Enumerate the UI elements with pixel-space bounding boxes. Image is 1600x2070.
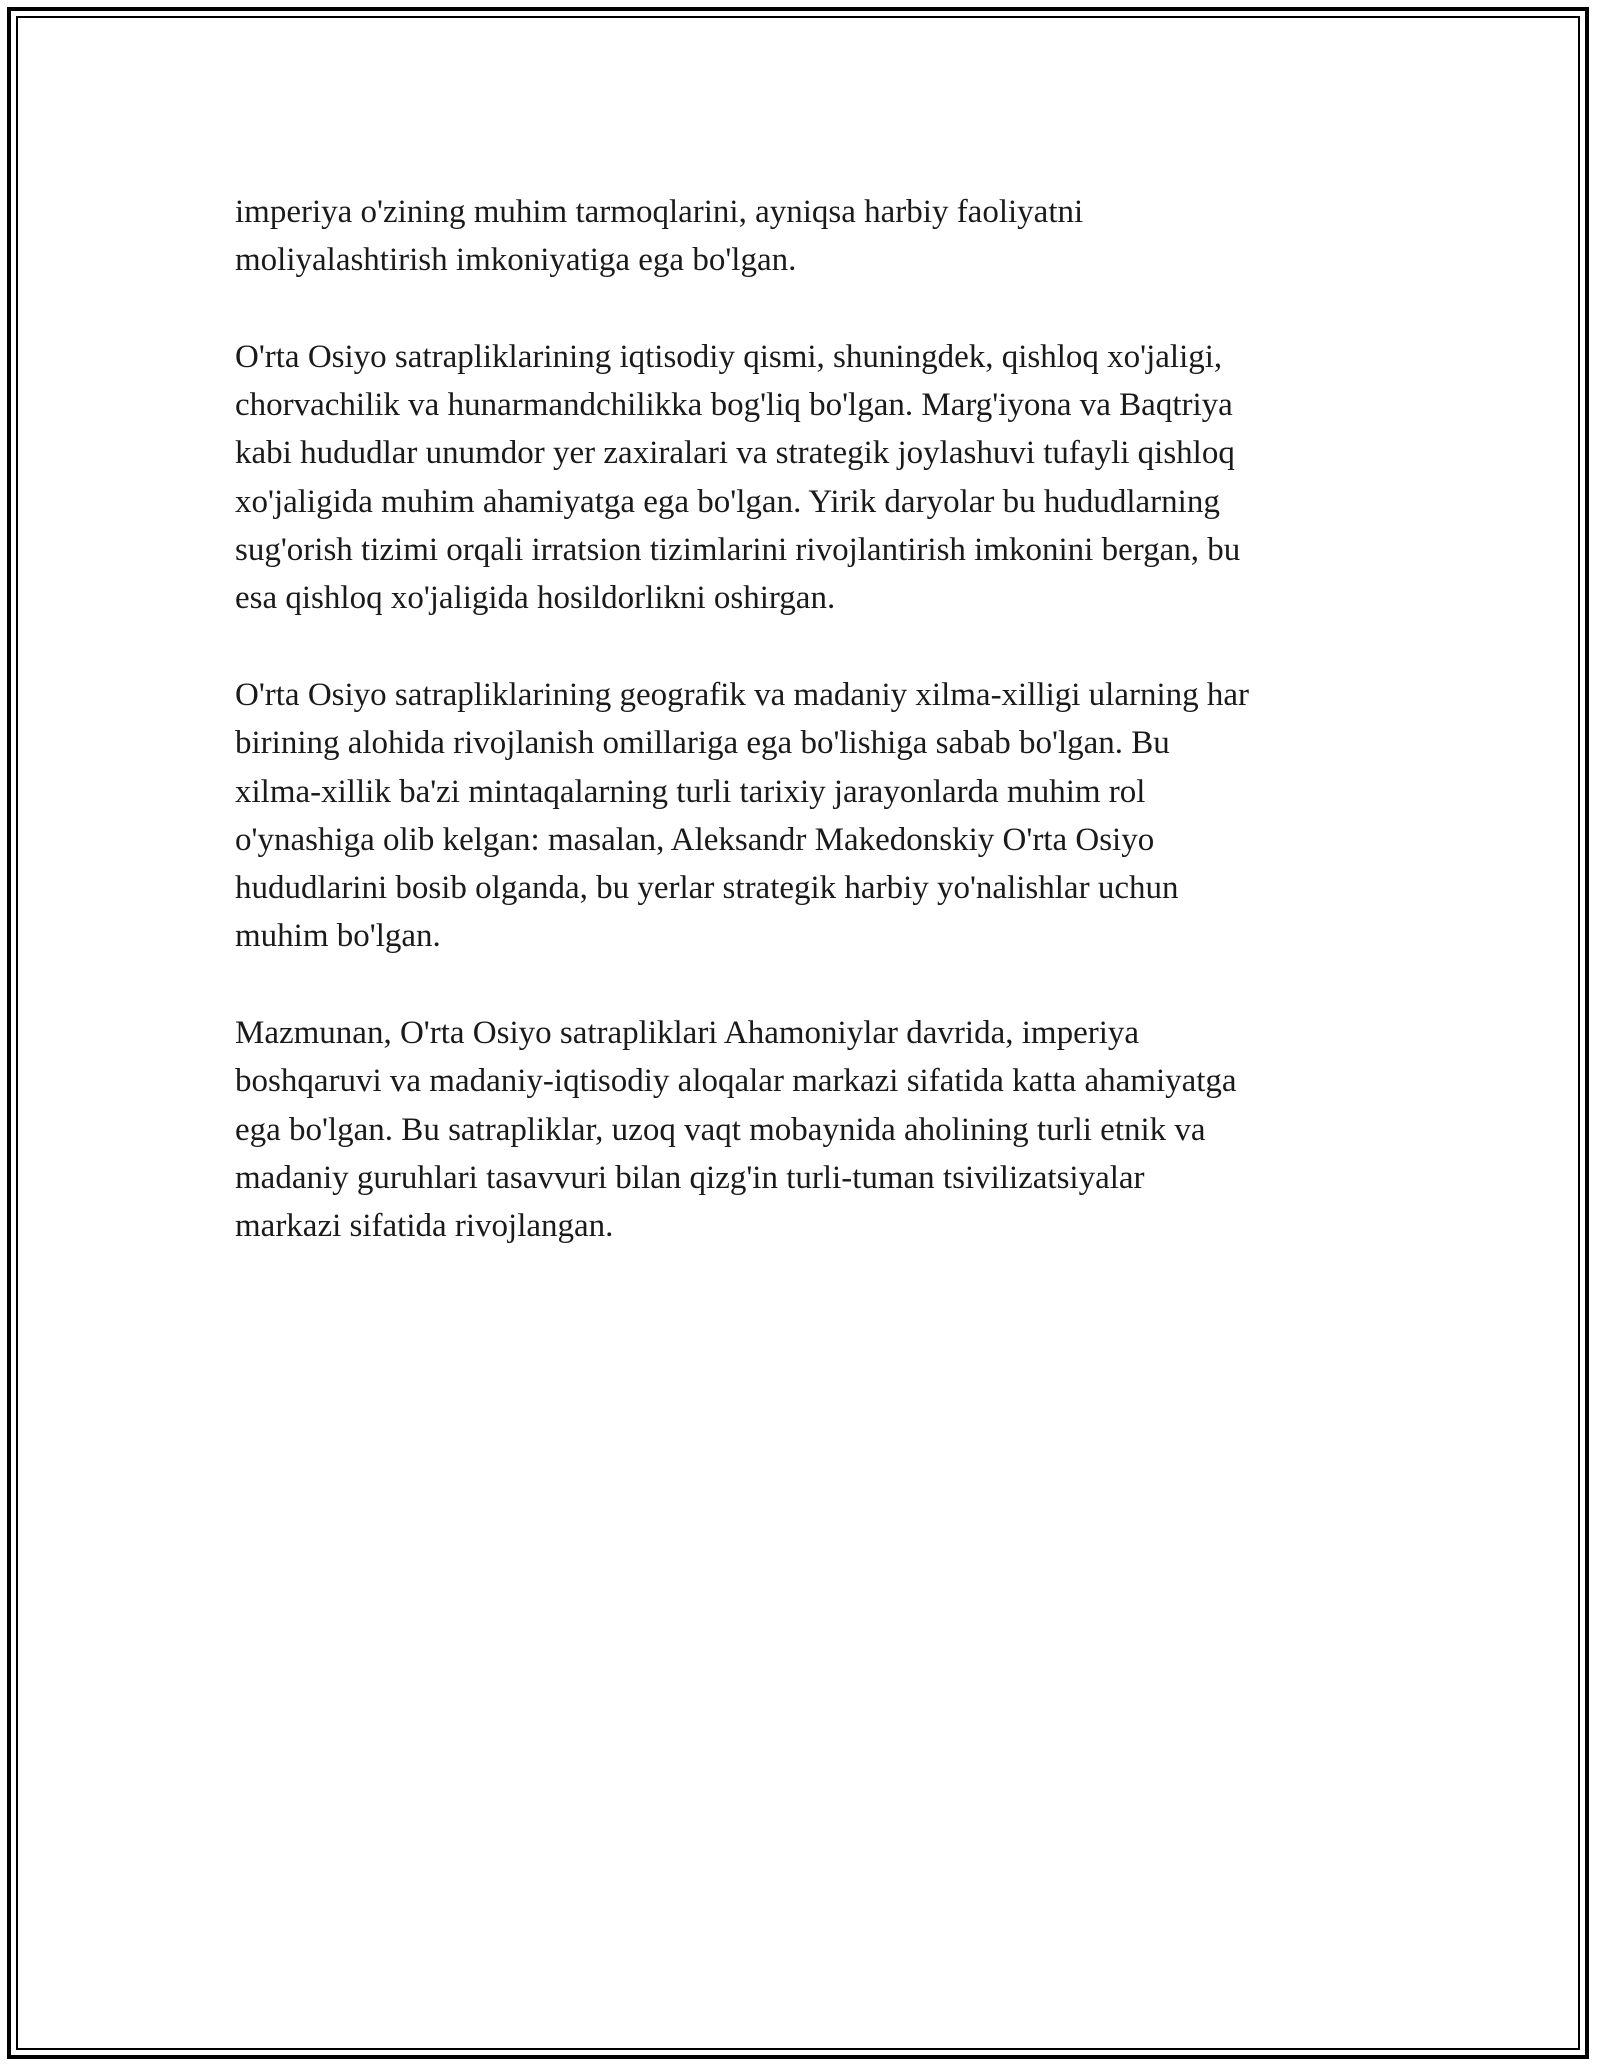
document-body — [235, 188, 1385, 1299]
paragraph-2: O'rta Osiyo satrapliklarining iqtisodiy qismi, shuningdek, qishloq xo'jaligi, chorvachilik va hunarmandchilikka bog'liq bo'lgan. Marg'iyona va Baqtriya kabi hududlar unumdor yer zaxiralari va strategik joylashuvi tufayli qishloq xo'jaligida muhim ahamiyatga ega bo'lgan. Yirik daryolar bu hududlarning sug'orish tizimi orqali irratsion tizimlarini rivojlantirish imkonini bergan, bu esa qishloq xo'jaligida hosildorlikni oshirgan. — [235, 338, 1241, 617]
paragraph-1: imperiya o'zining muhim tarmoqlarini, ayniqsa harbiy faoliyatni moliyalashtirish imkoniyatiga ega bo'lgan. — [235, 194, 1084, 279]
paragraph-4: Mazmunan, O'rta Osiyo satrapliklari Ahamoniylar davrida, imperiya boshqaruvi va madaniy-iqtisodiy aloqalar markazi sifatida katta ahamiyatga ega bo'lgan. Bu satrapliklar, uzoq vaqt mobaynida aholining turli etnik va madaniy guruhlari tasavvuri bilan qizg'in turli-tuman tsivilizatsiyalar markazi sifatida rivojlangan. — [235, 1015, 1237, 1245]
paragraph-3: O'rta Osiyo satrapliklarining geografik va madaniy xilma-xilligi ularning har birining alohida rivojlanish omillariga ega bo'lishiga sabab bo'lgan. Bu xilma-xillik ba'zi mintaqalarning turli tarixiy jarayonlarda muhim rol o'ynashiga olib kelgan: masalan, Aleksandr Makedonskiy O'rta Osiyo hududlarini bosib olganda, bu yerlar strategik harbiy yo'nalishlar uchun muhim bo'lgan. — [235, 676, 1250, 955]
